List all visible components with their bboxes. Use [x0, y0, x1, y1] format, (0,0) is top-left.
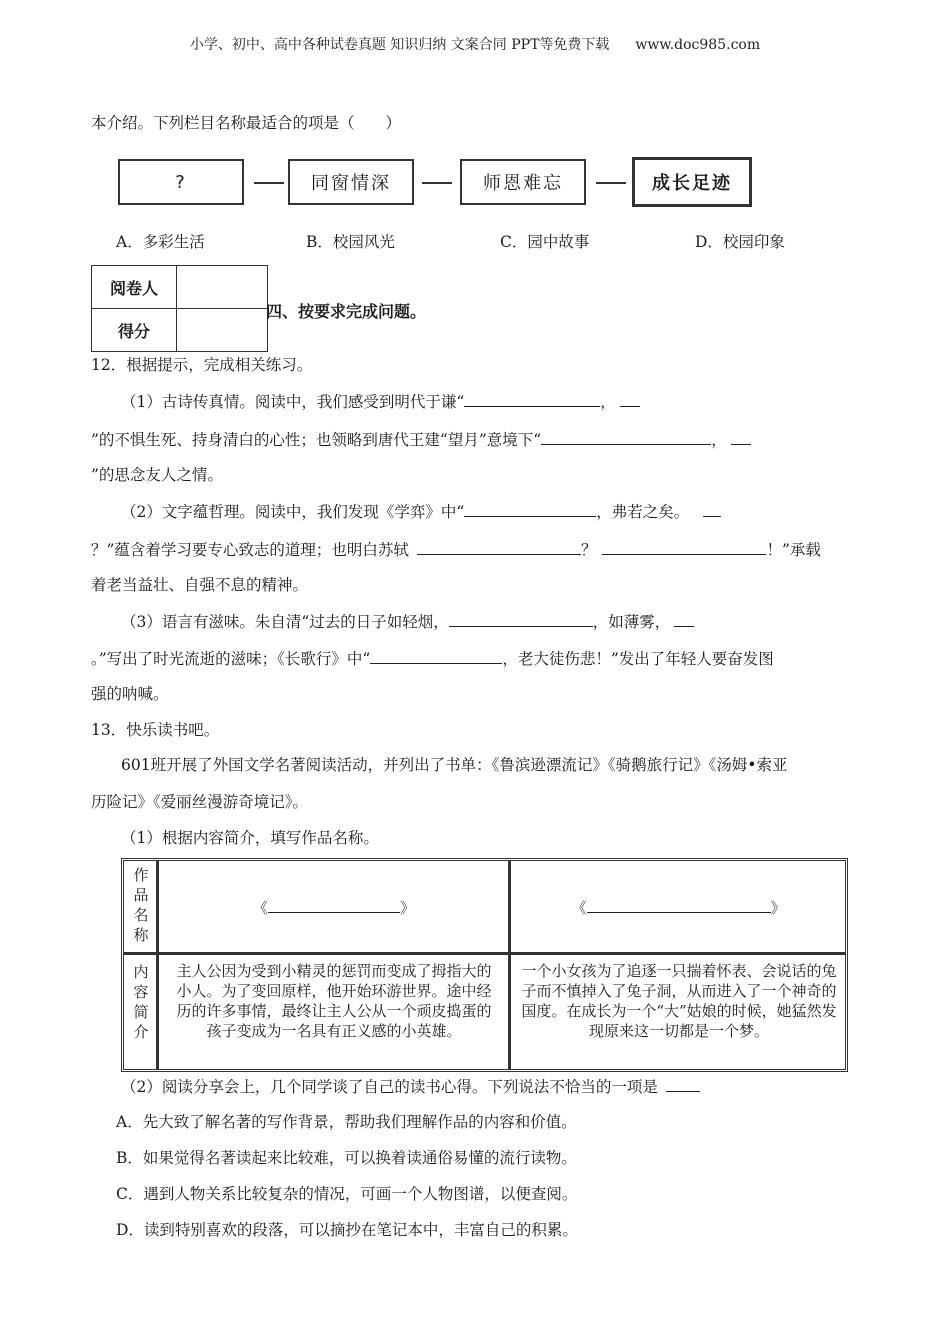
q13-sub2-line: [121, 1076, 700, 1097]
open-quote: 《: [571, 899, 587, 917]
section-4-title: 四、按要求完成问题。: [266, 302, 427, 321]
close-quote: 》: [770, 899, 786, 917]
answer-blank[interactable]: [674, 611, 694, 627]
book-title-cell-1: [160, 897, 508, 918]
book-title-blank-2[interactable]: [587, 897, 771, 913]
reviewer-field[interactable]: [177, 266, 268, 309]
close-quote: 》: [400, 899, 416, 917]
q13-sub1: （1）根据内容简介，填写作品名称。: [121, 829, 379, 847]
q11-stem: 本介绍。下列栏目名称最适合的项是（ ）: [91, 114, 402, 132]
open-quote: 《: [252, 899, 268, 917]
q11-option-c[interactable]: C．园中故事: [500, 233, 590, 251]
book-summary-1: 主人公因为受到小精灵的惩罚而变成了拇指大的小人。为了变回原样，他开始环游世界。途中经历的许多事情，最终让主人公从一个顽皮捣蛋的孩子变成为一名具有正义感的小英雄。: [176, 962, 492, 1040]
diagram-connector: [254, 182, 284, 184]
q12-p2e: ！”承载: [766, 541, 821, 559]
table-divider: [508, 861, 511, 1069]
q11-option-d[interactable]: D．校园印象: [695, 233, 785, 251]
q13-intro-line2: 历险记》《爱丽丝漫游奇境记》。: [91, 793, 309, 811]
book-table: [121, 858, 848, 1072]
score-field[interactable]: [177, 309, 268, 352]
answer-blank[interactable]: [620, 391, 640, 407]
q12-p1d: ，: [711, 431, 727, 449]
answer-blank[interactable]: [417, 539, 581, 555]
diagram-box-growth: 成长足迹: [632, 157, 752, 207]
q12-p2c: ？”蕴含着学习要专心致志的道理；也明白苏轼: [91, 541, 409, 559]
q12-p3c: 。”写出了时光流逝的滋味；《长歌行》中“: [91, 650, 371, 668]
q12-p2b: ，弗若之矣。: [596, 503, 690, 521]
book-title-blank-1[interactable]: [268, 897, 400, 913]
q12-p2f: 着老当益壮、自强不息的精神。: [91, 576, 309, 594]
q12-p1a: （1）古诗传真情。阅读中，我们感受到明代于谦“: [121, 393, 465, 411]
q12-line5: [91, 539, 821, 560]
answer-blank[interactable]: [541, 429, 711, 445]
reviewer-label: 阅卷人: [92, 266, 177, 309]
diagram-connector: [596, 182, 626, 184]
diagram-box-teachers: 师恩难忘: [460, 159, 586, 205]
row-label-title: 作品名称: [133, 866, 149, 944]
table-divider: [124, 952, 845, 955]
answer-blank[interactable]: [731, 429, 751, 445]
q11-option-b[interactable]: B．校园风光: [306, 233, 395, 251]
diagram-box-classmates: 同窗情深: [288, 159, 414, 205]
q12-line8: [91, 648, 774, 669]
score-label: 得分: [92, 309, 177, 352]
q12-p3a: （3）语言有滋味。朱自清“过去的日子如轻烟，: [121, 613, 449, 631]
q13-option-d[interactable]: D．读到特别喜欢的段落，可以摘抄在笔记本中，丰富自己的积累。: [116, 1221, 578, 1239]
answer-blank[interactable]: [464, 501, 596, 517]
table-divider: [156, 861, 159, 1069]
q12-line4: [121, 501, 721, 522]
answer-blank[interactable]: [464, 391, 600, 407]
q12-p2d: ？: [580, 541, 597, 559]
row-label-summary: 内容简介: [133, 963, 149, 1041]
answer-blank[interactable]: [666, 1076, 700, 1092]
diagram-connector: [422, 182, 452, 184]
q13-intro-line1: 601班开展了外国文学名著阅读活动，并列出了书单：《鲁滨逊漂流记》《骑鹅旅行记》《汤姆•索亚: [121, 756, 788, 774]
q12-p1c: ”的不惧生死、持身清白的心性；也领略到唐代王建“望月”意境下“: [91, 431, 542, 449]
score-table: [91, 265, 268, 352]
q12-p1e: ”的思念友人之情。: [91, 466, 223, 484]
q12-p3b: ，如薄雾，: [592, 613, 671, 631]
column-name-diagram: [118, 155, 758, 210]
answer-blank[interactable]: [602, 539, 766, 555]
q12-p3d: ，老大徒伤悲！”发出了年轻人要奋发图: [502, 650, 774, 668]
page-header: [0, 34, 950, 54]
q12-line2: [91, 429, 751, 450]
header-text: 小学、初中、高中各种试卷真题 知识归纳 文案合同 PPT等免费下载: [189, 37, 610, 53]
q12-title: 12．根据提示，完成相关练习。: [91, 356, 313, 374]
diagram-box-unknown: ?: [118, 159, 244, 205]
q11-option-a[interactable]: A．多彩生活: [116, 233, 205, 251]
q13-title: 13．快乐读书吧。: [91, 721, 220, 739]
q12-line7: [121, 611, 694, 632]
q13-option-b[interactable]: B．如果觉得名著读起来比较难，可以换着读通俗易懂的流行读物。: [116, 1149, 577, 1167]
q11-options: [0, 232, 950, 254]
q12-p3e: 强的呐喊。: [91, 685, 169, 703]
answer-blank[interactable]: [703, 501, 721, 517]
header-site-link[interactable]: www.doc985.com: [635, 37, 761, 53]
q12-p2a: （2）文字蕴哲理。阅读中，我们发现《学弈》中“: [121, 503, 465, 521]
q12-p1b: ，: [600, 393, 616, 411]
answer-blank[interactable]: [370, 648, 502, 664]
q13-option-c[interactable]: C．遇到人物关系比较复杂的情况，可画一个人物图谱，以便查阅。: [116, 1185, 578, 1203]
q13-sub2: （2）阅读分享会上，几个同学谈了自己的读书心得。下列说法不恰当的一项是: [121, 1078, 658, 1096]
q12-line1: [121, 391, 640, 412]
q13-option-a[interactable]: A．先大致了解名著的写作背景，帮助我们理解作品的内容和价值。: [116, 1113, 577, 1131]
book-summary-2: 一个小女孩为了追逐一只揣着怀表、会说话的兔子而不慎掉入了兔子洞，从而进入了一个神奇的国度。在成长为一个“大”姑娘的时候，她猛然发现原来这一切都是一个梦。: [521, 962, 837, 1040]
book-title-cell-2: [512, 897, 845, 918]
answer-blank[interactable]: [449, 611, 593, 627]
